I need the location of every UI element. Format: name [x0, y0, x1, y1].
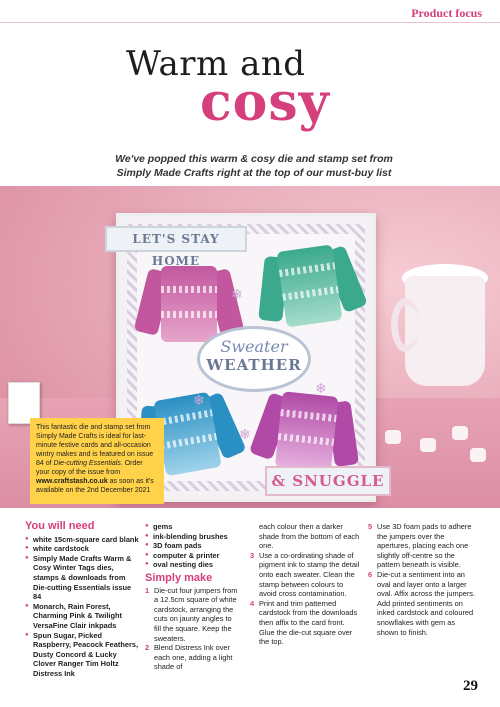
step-text: Die-cut a sentiment into an oval and layer onto a larger oval. Affix across the jumpers. Add printed sentiments on inked cardstock and coloured snowflakes with gem as shown to finish. — [377, 569, 476, 637]
snowflake-icon: ❄ — [315, 380, 327, 396]
sweater-pattern — [161, 311, 217, 318]
sweater-body — [275, 391, 339, 472]
step-text: Die-cut four jumpers from a 12.5cm square of white cardstock, arranging the cuts on jaunty angles to fill the square. Keep the sweaters. — [154, 585, 238, 643]
snowflake-icon: ❄ — [193, 392, 205, 408]
list-item: ● Spun Sugar, Picked Raspberry, Peacock Feathers, Dusty Concord & Lucky Clover Ranger Tim Holtz Distress Ink — [25, 631, 140, 679]
list-item: ● computer & printer — [145, 551, 240, 561]
column-2 — [145, 522, 240, 672]
title-line-1: Warm and — [126, 44, 306, 84]
marshmallow — [452, 426, 468, 440]
banner-snuggle: & SNUGGLE — [265, 466, 391, 496]
sentiment-line-2: WEATHER — [206, 356, 302, 374]
step-5 — [368, 522, 478, 570]
step-6 — [368, 570, 478, 637]
sentiment-oval — [197, 326, 311, 392]
materials-list — [25, 535, 140, 679]
callout-text: . Order your copy of the issue from — [36, 460, 143, 476]
step-number: 4 — [250, 598, 255, 608]
step-2-continued — [250, 522, 360, 551]
section-tag: Product focus — [411, 6, 482, 20]
step-number: 2 — [145, 643, 150, 653]
marshmallow — [420, 438, 436, 452]
step-number: 6 — [368, 569, 373, 579]
step-text: Use 3D foam pads to adhere the jumpers over the apertures, placing each one slightly off-centre so the pattern beneath is visible. — [377, 522, 472, 570]
step-1 — [145, 586, 240, 644]
callout-link[interactable]: www.craftstash.co.uk — [36, 478, 108, 485]
column-you-will-need — [25, 522, 140, 679]
sentiment-line-1: Sweater — [220, 337, 288, 356]
column-4 — [368, 522, 478, 637]
page-number: 29 — [463, 678, 478, 694]
cocoa-mug — [405, 276, 485, 386]
step-number: 1 — [145, 585, 150, 595]
list-item: ● oval nesting dies — [145, 560, 240, 570]
callout-text: as soon as it's available on the 2nd December 2021 — [36, 478, 154, 494]
header-rule — [0, 22, 500, 23]
step-4 — [250, 599, 360, 647]
list-item: ● white cardstock — [25, 544, 140, 554]
callout-box — [30, 418, 164, 504]
sweater-body — [161, 266, 217, 342]
snowflake-icon: ❄ — [239, 426, 251, 442]
marshmallow — [385, 430, 401, 444]
step-text: each colour then a darker shade from the bottom of each one. — [259, 522, 360, 551]
sweater-teal — [253, 231, 365, 334]
sweater-pattern — [161, 286, 217, 293]
step-number: 5 — [368, 522, 373, 531]
list-item: ● gems — [145, 522, 240, 532]
heading-you-will-need: You will need — [25, 520, 95, 532]
list-item: ● ink-blending brushes — [145, 532, 240, 542]
marshmallow — [470, 448, 486, 462]
callout-title: Die-cutting Essentials — [53, 460, 121, 467]
step-text: Use a co-ordinating shade of pigment ink to stamp the detail onto each sweater. Clean the stamp between colours to avoid cross contamination. — [259, 550, 360, 599]
sweater-purple — [253, 379, 362, 479]
title-line-2: cosy — [200, 72, 330, 133]
list-item: ● white 15cm-square card blank — [25, 535, 140, 545]
materials-list-continued — [145, 522, 240, 570]
list-item: ● 3D foam pads — [145, 541, 240, 551]
column-3 — [250, 522, 360, 647]
snowflake-icon: ❄ — [231, 286, 243, 302]
step-number: 3 — [250, 550, 255, 560]
callout-text: This fantastic die and stamp set from Simply Made Crafts is ideal for last-minute festive cards and all-occasion wintry makes and is featured on issue 84 of — [36, 424, 154, 467]
intro-text: We've popped this warm & cosy die and stamp set from Simply Made Crafts right at the top of our must-buy list — [115, 153, 393, 179]
step-text: Print and trim patterned cardstock from the downloads then affix to the card front. Glue the die-cut square over the top. — [259, 598, 358, 647]
heading-simply-make: Simply make — [145, 571, 213, 584]
step-3 — [250, 551, 360, 599]
step-2 — [145, 643, 240, 672]
banner-lets-stay-home: LET'S STAY HOME — [105, 226, 247, 252]
list-item: ● Monarch, Rain Forest, Charming Pink & Twilight VersaFine Clair inkpads — [25, 602, 140, 631]
list-item: ● Simply Made Crafts Warm & Cosy Winter Tags dies, stamps & downloads from Die-cutting Essentials issue 84 — [25, 554, 140, 602]
step-text: Blend Distress Ink over each one, adding a light shade of — [154, 643, 233, 672]
